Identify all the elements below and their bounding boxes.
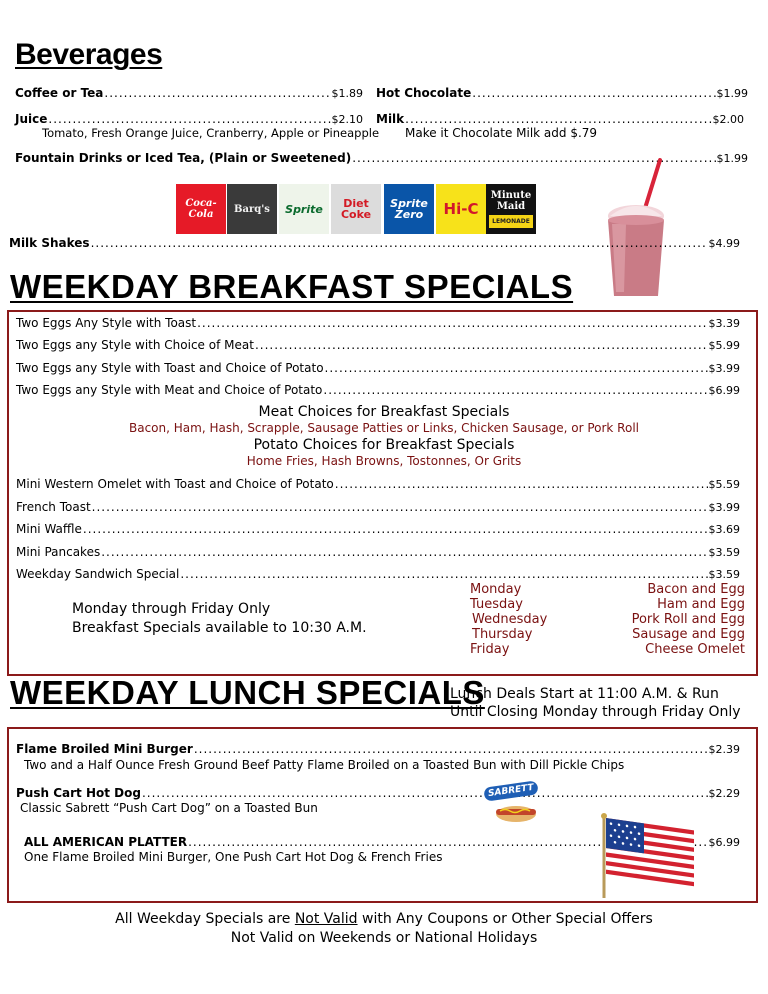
breakfast-item-price: $3.59 bbox=[708, 568, 740, 581]
special-thursday: Sausage and Egg bbox=[632, 627, 745, 642]
fountain-price: $1.99 bbox=[716, 152, 748, 165]
breakfast-item-price: $3.99 bbox=[708, 501, 740, 514]
burger-price: $2.39 bbox=[708, 743, 740, 756]
breakfast-item-label: Mini Waffle bbox=[16, 522, 82, 536]
lunch-deals-1: Lunch Deals Start at 11:00 A.M. & Run bbox=[450, 686, 719, 702]
american-flag-icon bbox=[596, 812, 702, 900]
juice-row bbox=[15, 112, 363, 126]
footer-line-2: Not Valid on Weekends or National Holidays bbox=[230, 930, 538, 946]
breakfast-item-price: $3.99 bbox=[708, 362, 740, 375]
day-thursday: Thursday bbox=[472, 627, 533, 642]
juice-price: $2.10 bbox=[331, 113, 363, 126]
barqs-logo: Barq's bbox=[227, 184, 277, 234]
breakfast-note-2: Breakfast Specials available to 10:30 A.M. bbox=[72, 620, 367, 636]
lunch-title: WEEKDAY LUNCH SPECIALS bbox=[10, 674, 485, 711]
juice-note: Tomato, Fresh Orange Juice, Cranberry, Apple or Pineapple bbox=[42, 126, 380, 140]
breakfast-item-4 bbox=[16, 383, 740, 397]
coffee-price: $1.89 bbox=[331, 87, 363, 100]
breakfast-item-price: $5.99 bbox=[708, 339, 740, 352]
lemonade-text: LEMONADE bbox=[489, 215, 533, 228]
beverages-title: Beverages bbox=[15, 38, 163, 71]
breakfast-item-label: Mini Western Omelet with Toast and Choice of Potato bbox=[16, 477, 334, 491]
footer-line-1c: with Any Coupons or Other Special Offers bbox=[357, 911, 653, 927]
minute-maid-text: Minute Maid bbox=[490, 190, 532, 212]
platter-desc: One Flame Broiled Mini Burger, One Push Cart Hot Dog & French Fries bbox=[24, 850, 443, 864]
potato-heading: Potato Choices for Breakfast Specials bbox=[253, 437, 515, 453]
coffee-label: Coffee or Tea bbox=[15, 86, 104, 100]
special-wednesday: Pork Roll and Egg bbox=[631, 612, 745, 627]
milk-row bbox=[376, 112, 744, 126]
breakfast-item-2 bbox=[16, 338, 740, 352]
breakfast-item-9 bbox=[16, 567, 740, 581]
day-friday: Friday bbox=[470, 642, 510, 657]
platter-price: $6.99 bbox=[708, 836, 740, 849]
potato-choices: Home Fries, Hash Browns, Tostonnes, Or Grits bbox=[246, 454, 522, 468]
milkshakes-row bbox=[9, 236, 740, 250]
breakfast-item-price: $3.39 bbox=[708, 317, 740, 330]
hot-dog-icon bbox=[494, 802, 538, 824]
breakfast-item-label: Two Eggs any Style with Choice of Meat bbox=[16, 338, 254, 352]
hotdog-label: Push Cart Hot Dog bbox=[16, 786, 141, 800]
milk-note: Make it Chocolate Milk add $.79 bbox=[405, 126, 598, 140]
breakfast-item-price: $5.59 bbox=[708, 478, 740, 491]
milk-label: Milk bbox=[376, 112, 405, 126]
breakfast-item-7 bbox=[16, 522, 740, 536]
hotdog-desc: Classic Sabrett “Push Cart Dog” on a Toasted Bun bbox=[20, 801, 318, 815]
diet-coke-logo: Diet Coke bbox=[331, 184, 381, 234]
meat-choices: Bacon, Ham, Hash, Scrapple, Sausage Patties or Links, Chicken Sausage, or Pork Roll bbox=[129, 421, 639, 435]
breakfast-item-label: Two Eggs any Style with Meat and Choice of Potato bbox=[16, 383, 323, 397]
lunch-deals-2: Until Closing Monday through Friday Only bbox=[450, 704, 741, 720]
breakfast-item-8 bbox=[16, 545, 740, 559]
breakfast-item-label: Two Eggs any Style with Toast and Choice of Potato bbox=[16, 361, 324, 375]
hi-c-logo: Hi-C bbox=[436, 184, 486, 234]
hotdog-price: $2.29 bbox=[708, 787, 740, 800]
breakfast-note-1: Monday through Friday Only bbox=[72, 601, 271, 617]
breakfast-item-label: Mini Pancakes bbox=[16, 545, 101, 559]
sprite-zero-logo: Sprite Zero bbox=[384, 184, 434, 234]
breakfast-item-price: $6.99 bbox=[708, 384, 740, 397]
breakfast-title: WEEKDAY BREAKFAST SPECIALS bbox=[10, 268, 574, 305]
breakfast-item-label: Two Eggs Any Style with Toast bbox=[16, 316, 197, 330]
sabrett-logo: SABRETT bbox=[483, 780, 538, 801]
breakfast-item-5 bbox=[16, 477, 740, 491]
special-monday: Bacon and Egg bbox=[647, 582, 745, 597]
coca-cola-logo: Coca-Cola bbox=[176, 184, 226, 234]
platter-label: ALL AMERICAN PLATTER bbox=[24, 835, 188, 849]
milk-price: $2.00 bbox=[712, 113, 744, 126]
burger-desc: Two and a Half Ounce Fresh Ground Beef Patty Flame Broiled on a Toasted Bun with Dill Pickle Chips bbox=[24, 758, 625, 772]
minute-maid-logo bbox=[486, 184, 536, 234]
milkshake-icon bbox=[602, 158, 672, 300]
burger-label: Flame Broiled Mini Burger bbox=[16, 742, 193, 756]
hot-chocolate-row bbox=[376, 86, 748, 100]
meat-heading: Meat Choices for Breakfast Specials bbox=[258, 404, 510, 420]
breakfast-item-label: Weekday Sandwich Special bbox=[16, 567, 180, 581]
coffee-row bbox=[15, 86, 363, 100]
milkshakes-label: Milk Shakes bbox=[9, 236, 90, 250]
fountain-label: Fountain Drinks or Iced Tea, (Plain or Sweetened) bbox=[15, 151, 352, 165]
day-wednesday: Wednesday bbox=[472, 612, 548, 627]
juice-label: Juice bbox=[15, 112, 48, 126]
hot-chocolate-label: Hot Chocolate bbox=[376, 86, 472, 100]
breakfast-item-6 bbox=[16, 500, 740, 514]
footer-line-1 bbox=[0, 911, 768, 927]
breakfast-item-label: French Toast bbox=[16, 500, 91, 514]
sprite-logo: Sprite bbox=[279, 184, 329, 234]
burger-row bbox=[16, 742, 740, 756]
day-tuesday: Tuesday bbox=[470, 597, 523, 612]
milkshakes-price: $4.99 bbox=[708, 237, 740, 250]
breakfast-item-price: $3.59 bbox=[708, 546, 740, 559]
breakfast-item-1 bbox=[16, 316, 740, 330]
special-friday: Cheese Omelet bbox=[645, 642, 745, 657]
hotdog-row bbox=[16, 786, 740, 800]
breakfast-item-3 bbox=[16, 361, 740, 375]
footer-line-1a: All Weekday Specials are bbox=[115, 911, 295, 927]
hot-chocolate-price: $1.99 bbox=[716, 87, 748, 100]
breakfast-item-price: $3.69 bbox=[708, 523, 740, 536]
day-monday: Monday bbox=[470, 582, 522, 597]
special-tuesday: Ham and Egg bbox=[657, 597, 745, 612]
footer-not-valid: Not Valid bbox=[294, 911, 358, 927]
